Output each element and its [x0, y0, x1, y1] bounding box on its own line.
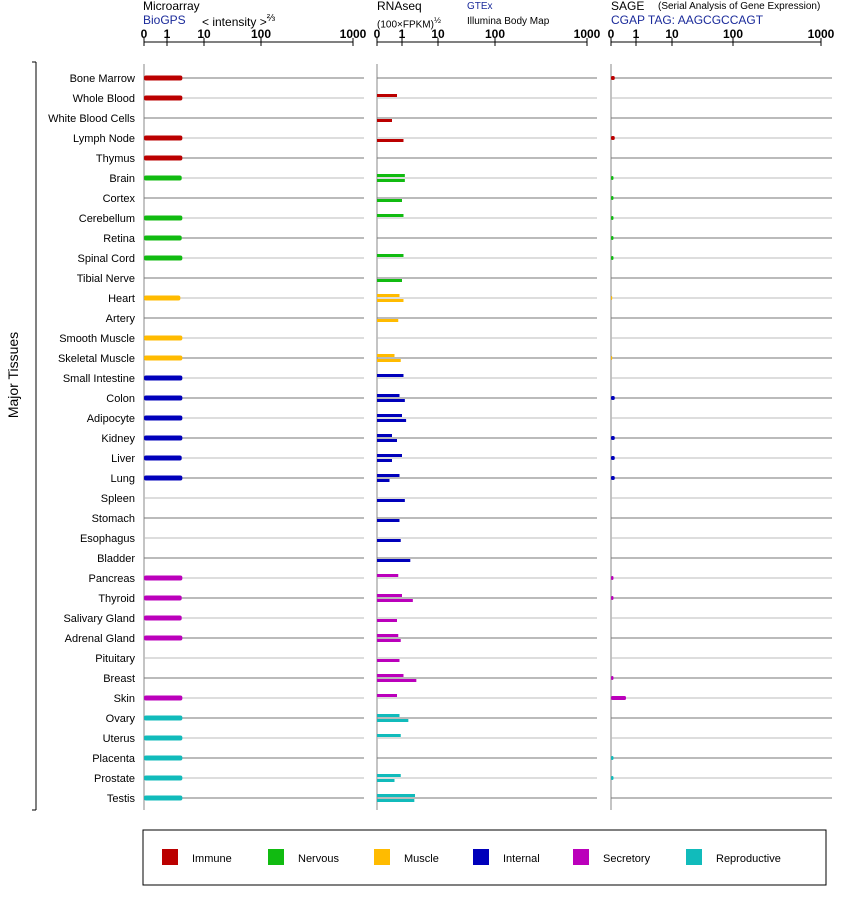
tissue-label: Placenta	[92, 753, 135, 765]
tissue-label: Lymph Node	[73, 133, 135, 145]
legend-swatch	[573, 849, 589, 865]
microarray-bar	[144, 476, 182, 481]
sage-bar	[611, 136, 615, 140]
rnaseq-bar	[377, 499, 405, 502]
rnaseq-bar	[377, 799, 414, 802]
rnaseq-bar	[377, 779, 395, 782]
rnaseq-bar	[377, 279, 402, 282]
sage-bar	[611, 236, 614, 240]
microarray-tick-label: 1	[163, 27, 171, 41]
tissue-label: Heart	[108, 293, 135, 305]
sage-bar	[611, 296, 612, 300]
sage-bar	[611, 356, 612, 360]
legend-swatch	[374, 849, 390, 865]
rnaseq-source-ibm: Illumina Body Map	[467, 16, 550, 27]
tissue-label: Lung	[110, 473, 135, 485]
tissue-label: Testis	[106, 793, 135, 805]
tissue-label: Pituitary	[95, 653, 135, 665]
rnaseq-bar	[377, 254, 403, 257]
rnaseq-bar	[377, 174, 405, 177]
sage-bar	[611, 476, 615, 480]
rnaseq-tick-label: 100	[484, 27, 506, 41]
rnaseq-bar	[377, 294, 400, 297]
rnaseq-bar	[377, 199, 402, 202]
tissue-label: Small Intestine	[62, 373, 135, 385]
rnaseq-bar	[377, 414, 402, 417]
microarray-bar	[144, 376, 182, 381]
tissue-label: Ovary	[105, 713, 135, 725]
microarray-bar	[144, 76, 182, 81]
microarray-bar	[144, 716, 182, 721]
sage-bar	[611, 436, 615, 440]
microarray-bar	[144, 176, 182, 181]
rnaseq-bar	[377, 714, 400, 717]
sage-bar	[611, 776, 614, 780]
microarray-bar	[144, 296, 180, 301]
rnaseq-bar	[377, 139, 403, 142]
rnaseq-bar	[377, 719, 408, 722]
sage-bar	[611, 196, 614, 200]
rnaseq-bar	[377, 179, 405, 182]
microarray-bar	[144, 256, 182, 261]
sage-bar	[611, 456, 615, 460]
microarray-bar	[144, 336, 182, 341]
tissue-label: Thymus	[95, 153, 135, 165]
legend-swatch	[473, 849, 489, 865]
microarray-bar	[144, 736, 182, 741]
sage-tick-label: 0	[607, 27, 615, 41]
microarray-bar	[144, 156, 182, 161]
tissue-label: Skin	[113, 693, 135, 705]
sage-bar	[611, 216, 614, 220]
legend-label: Nervous	[298, 853, 339, 865]
rnaseq-tick-label: 10	[431, 27, 445, 41]
microarray-bar	[144, 796, 182, 801]
microarray-source: BioGPS	[143, 13, 186, 27]
rnaseq-bar	[377, 419, 406, 422]
tissue-label: Spinal Cord	[77, 253, 135, 265]
tissue-label: Stomach	[91, 513, 135, 525]
rnaseq-bar	[377, 319, 398, 322]
rnaseq-bar	[377, 299, 403, 302]
microarray-metric: < intensity >$^{\frac{2}{3}}$	[202, 13, 276, 29]
legend-swatch	[686, 849, 702, 865]
tissue-label: Salivary Gland	[63, 613, 135, 625]
tissue-label: Liver	[111, 453, 135, 465]
sage-bar	[611, 76, 615, 80]
rnaseq-bar	[377, 694, 397, 697]
microarray-tick-label: 100	[250, 27, 272, 41]
microarray-bar	[144, 616, 182, 621]
rnaseq-bar	[377, 474, 400, 477]
microarray-tick-label: 1000	[339, 27, 367, 41]
tissue-label: Esophagus	[79, 533, 135, 545]
sage-bar	[611, 696, 626, 700]
rnaseq-bar	[377, 394, 400, 397]
microarray-bar	[144, 776, 182, 781]
rnaseq-bar	[377, 439, 397, 442]
rnaseq-bar	[377, 674, 403, 677]
rnaseq-exponent: ½	[433, 15, 441, 25]
rnaseq-bar	[377, 659, 400, 662]
rnaseq-bar	[377, 479, 390, 482]
tissue-label: Bone Marrow	[69, 73, 135, 85]
rnaseq-bar	[377, 574, 398, 577]
tissue-label: Retina	[103, 233, 135, 245]
legend-label: Internal	[503, 853, 540, 865]
tissue-label: Pancreas	[88, 573, 135, 585]
tissue-label: Breast	[103, 673, 135, 685]
legend-swatch	[268, 849, 284, 865]
tissue-label: Adipocyte	[86, 413, 135, 425]
sage-bar	[611, 176, 614, 180]
rnaseq-bar	[377, 774, 401, 777]
legend-label: Muscle	[404, 853, 439, 865]
legend-label: Reproductive	[716, 853, 781, 865]
rnaseq-source-gtex: GTEx	[467, 1, 493, 12]
sage-bar	[611, 256, 614, 260]
sage-subtitle: (Serial Analysis of Gene Expression)	[658, 1, 821, 12]
rnaseq-bar	[377, 519, 400, 522]
tissue-label: Kidney	[101, 433, 135, 445]
tissue-label: Smooth Muscle	[59, 333, 135, 345]
rnaseq-bar	[377, 94, 397, 97]
rnaseq-bar	[377, 679, 416, 682]
sage-bar	[611, 576, 614, 580]
tissue-label: Spleen	[100, 493, 135, 505]
rnaseq-bar	[377, 374, 403, 377]
rnaseq-bar	[377, 559, 410, 562]
rnaseq-bar	[377, 434, 392, 437]
sage-bar	[611, 396, 615, 400]
sage-bar	[611, 676, 614, 680]
tissue-label: Uterus	[102, 733, 135, 745]
microarray-bar	[144, 436, 182, 441]
rnaseq-bar	[377, 794, 415, 797]
rnaseq-bar	[377, 354, 395, 357]
rnaseq-tick-label: 1000	[573, 27, 601, 41]
tissue-label: Skeletal Muscle	[57, 353, 135, 365]
microarray-bar	[144, 96, 182, 101]
rnaseq-bar	[377, 634, 398, 637]
y-axis-label: Major Tissues	[5, 331, 21, 419]
sage-bar	[611, 596, 614, 600]
microarray-bar	[144, 636, 182, 641]
microarray-bar	[144, 756, 182, 761]
tissue-label: Bladder	[97, 553, 135, 565]
sage-tick-label: 1	[632, 27, 640, 41]
sage-title: SAGE	[611, 0, 645, 13]
tissue-label: White Blood Cells	[48, 113, 135, 125]
rnaseq-tick-label: 0	[373, 27, 381, 41]
rnaseq-bar	[377, 539, 401, 542]
tissue-label: Thyroid	[98, 593, 135, 605]
microarray-bar	[144, 596, 182, 601]
tissue-label: Colon	[106, 393, 135, 405]
rnaseq-bar	[377, 639, 401, 642]
rnaseq-bar	[377, 619, 397, 622]
rnaseq-bar	[377, 734, 401, 737]
sage-source: CGAP TAG: AAGCGCCAGT	[611, 13, 764, 27]
rnaseq-bar	[377, 594, 402, 597]
legend-label: Secretory	[603, 853, 651, 865]
microarray-bar	[144, 696, 182, 701]
tissue-label: Cerebellum	[78, 213, 135, 225]
rnaseq-bar	[377, 459, 392, 462]
sage-tick-label: 100	[722, 27, 744, 41]
legend-label: Immune	[192, 853, 232, 865]
rnaseq-bar	[377, 214, 403, 217]
rnaseq-bar	[377, 599, 413, 602]
rnaseq-bar	[377, 454, 402, 457]
microarray-bar	[144, 456, 182, 461]
microarray-title: Microarray	[143, 0, 200, 13]
sage-tick-label: 1000	[807, 27, 835, 41]
rnaseq-bar	[377, 359, 401, 362]
sage-tick-label: 10	[665, 27, 679, 41]
rnaseq-bar	[377, 399, 405, 402]
microarray-tick-label: 0	[140, 27, 148, 41]
rnaseq-metric: (100×FPKM)$^{\frac{1}{2}}$	[377, 15, 441, 31]
microarray-bar	[144, 236, 182, 241]
rnaseq-tick-label: 1	[398, 27, 406, 41]
tissue-label: Artery	[105, 313, 135, 325]
microarray-bar	[144, 396, 182, 401]
legend-swatch	[162, 849, 178, 865]
tissue-label: Brain	[109, 173, 135, 185]
tissue-label: Prostate	[94, 773, 135, 785]
rnaseq-bar	[377, 119, 392, 122]
tissue-label: Adrenal Gland	[64, 633, 135, 645]
tissue-label: Whole Blood	[72, 93, 135, 105]
microarray-bar	[144, 216, 182, 221]
microarray-bar	[144, 416, 182, 421]
rnaseq-title: RNAseq	[377, 0, 422, 13]
microarray-exponent: ⅔	[266, 13, 276, 24]
microarray-bar	[144, 576, 182, 581]
tissue-label: Cortex	[102, 193, 135, 205]
microarray-bar	[144, 356, 182, 361]
microarray-tick-label: 10	[197, 27, 211, 41]
tissue-label: Tibial Nerve	[76, 273, 135, 285]
sage-bar	[611, 756, 614, 760]
microarray-bar	[144, 136, 182, 141]
